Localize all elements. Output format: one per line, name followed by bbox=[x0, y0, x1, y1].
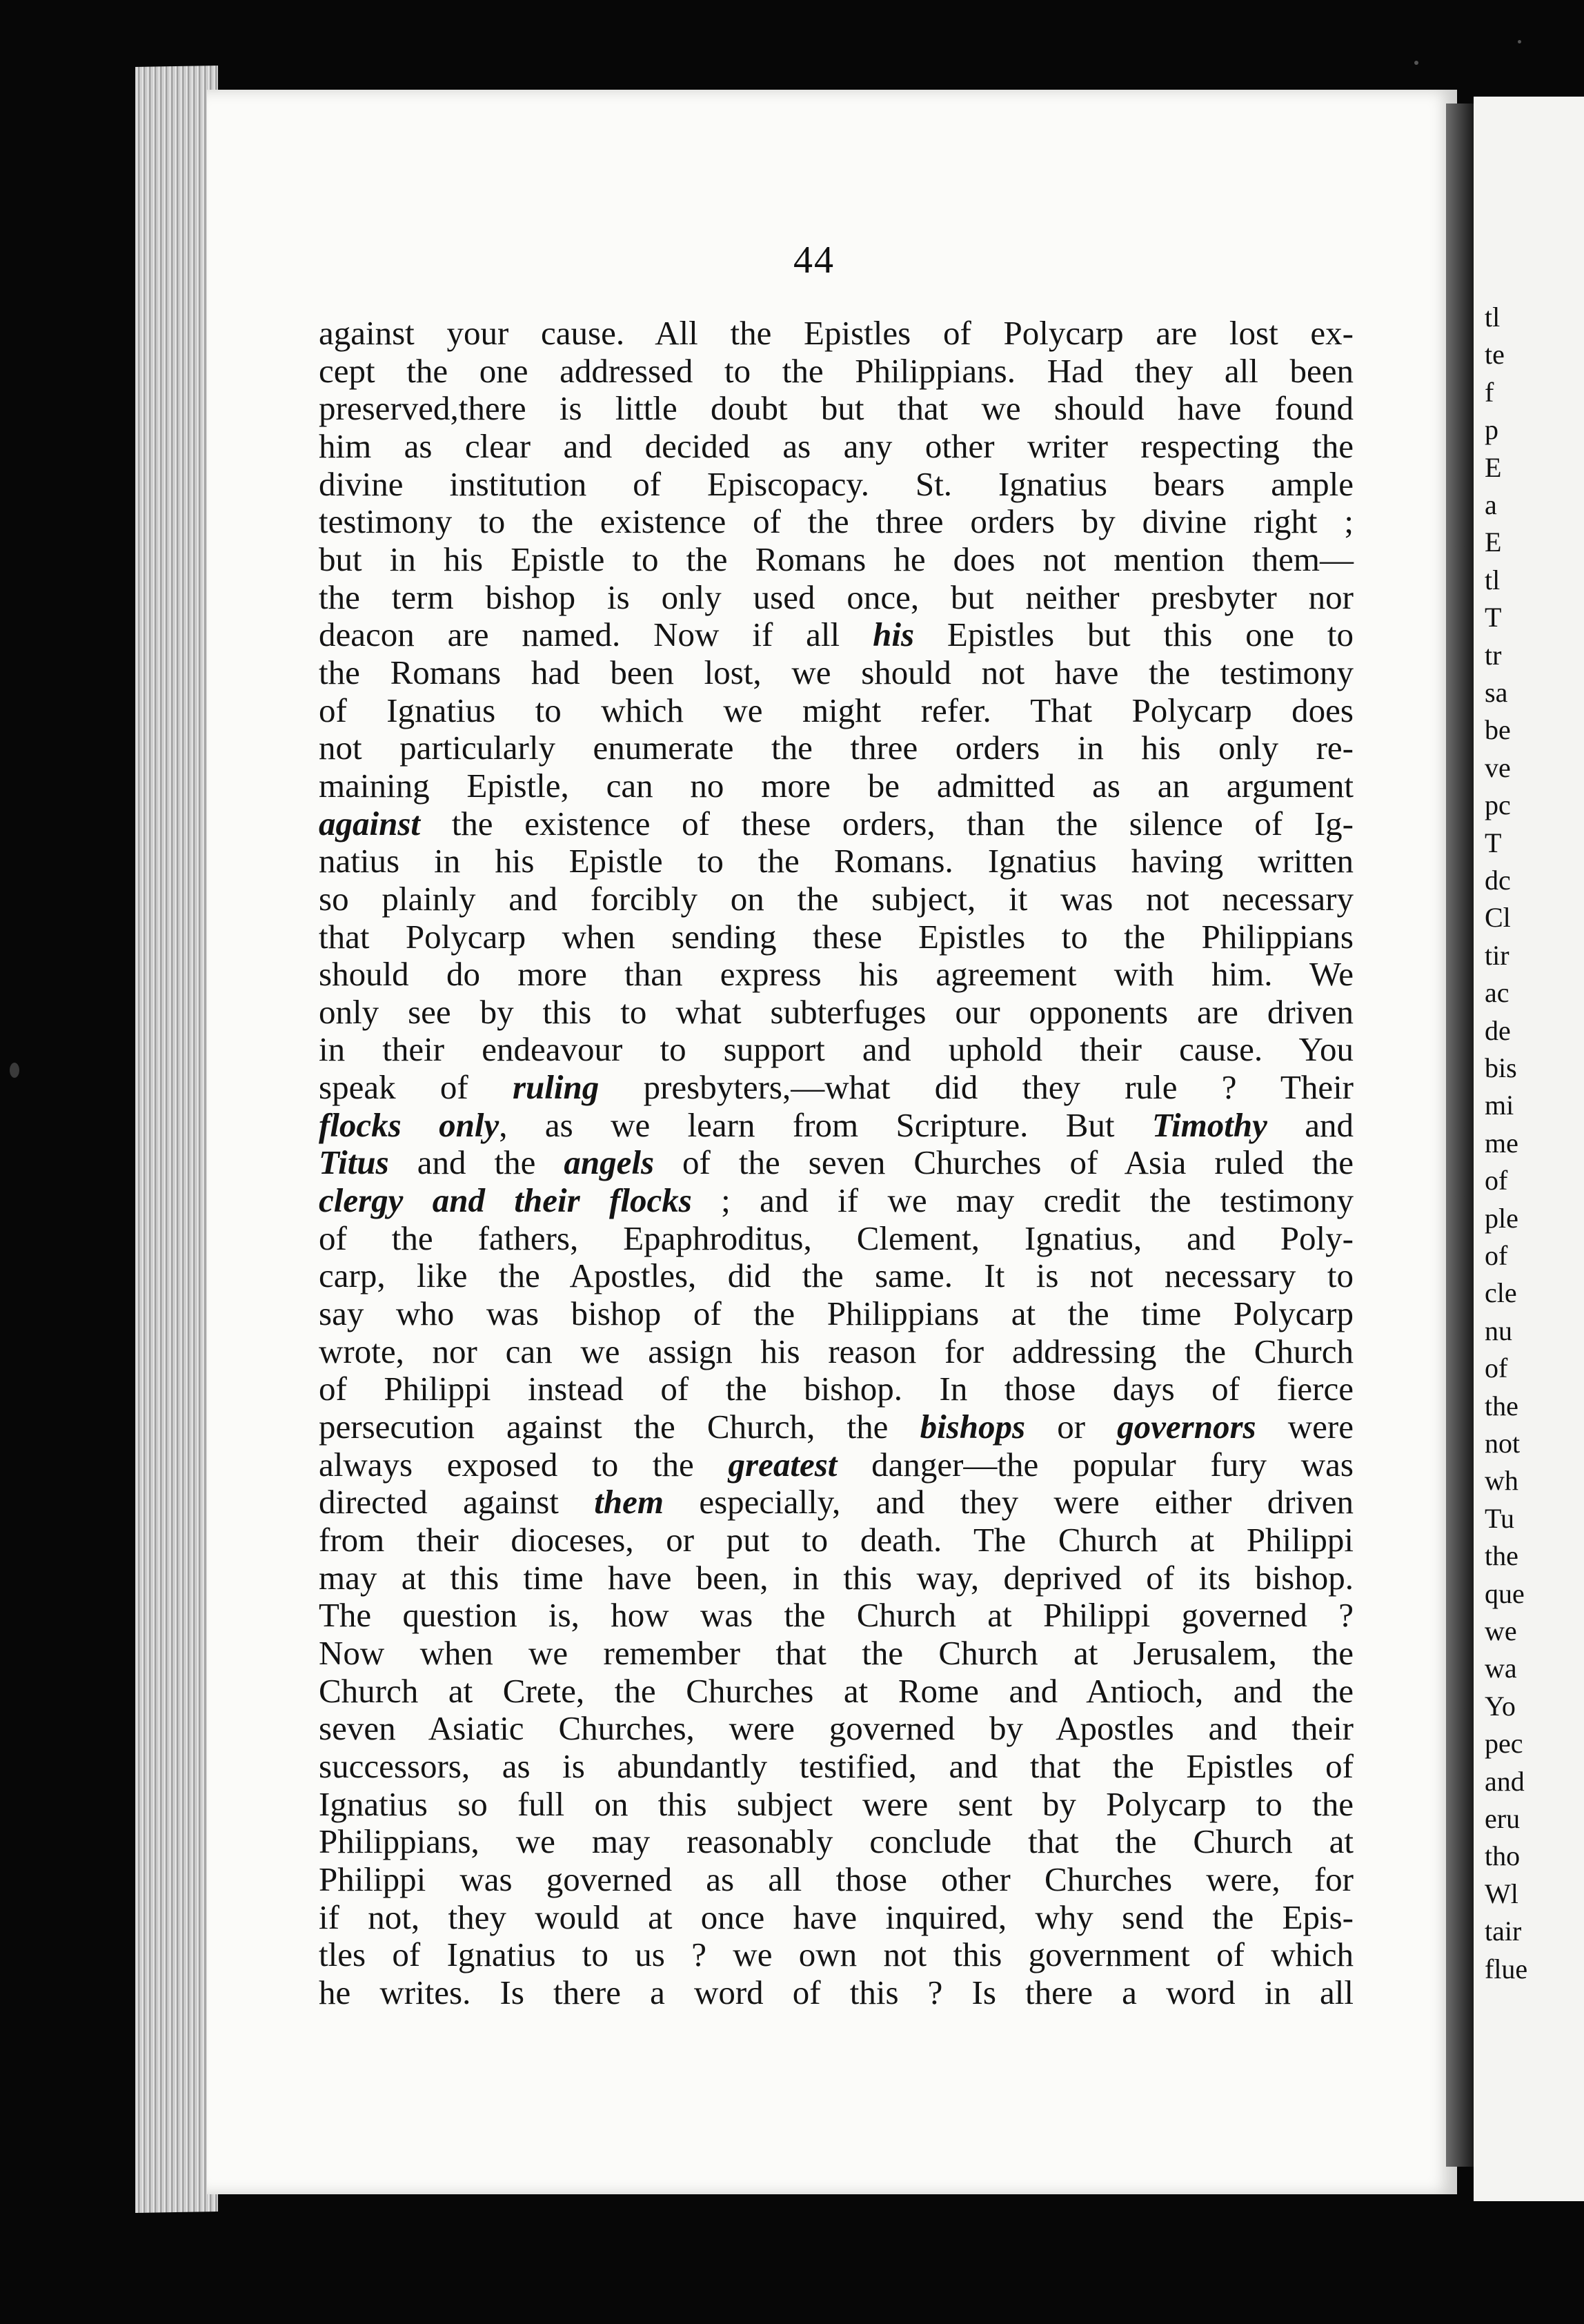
facing-page-word-fragment: E bbox=[1485, 526, 1502, 558]
text-line bbox=[319, 1408, 1354, 1446]
text-line bbox=[319, 1370, 1354, 1408]
text-segment: ; and if we may credit the testimony bbox=[691, 1181, 1354, 1220]
text-segment: that Polycarp when sending these Epistles to the Philippians bbox=[319, 917, 1354, 956]
text-segment: natius in his Epistle to the Romans. Ignatius having written bbox=[319, 842, 1354, 880]
text-line bbox=[319, 1220, 1354, 1258]
text-line bbox=[319, 1446, 1354, 1484]
facing-page-word-fragment: T bbox=[1485, 602, 1502, 633]
text-segment: not particularly enumerate the three orders in his only re- bbox=[319, 729, 1354, 767]
facing-page-word-fragment: the bbox=[1485, 1390, 1518, 1421]
page-number: 44 bbox=[793, 239, 835, 282]
text-line bbox=[319, 1748, 1354, 1786]
text-line bbox=[319, 1673, 1354, 1711]
text-line bbox=[319, 1295, 1354, 1333]
facing-page-word-fragment: T bbox=[1485, 827, 1502, 858]
facing-page-word-fragment: Tu bbox=[1485, 1502, 1515, 1534]
text-line bbox=[319, 1936, 1354, 1974]
text-segment: cept the one addressed to the Philippians. Had they all been bbox=[319, 351, 1354, 390]
text-line bbox=[319, 1333, 1354, 1371]
text-line bbox=[319, 1823, 1354, 1861]
italic-phrase: them bbox=[594, 1483, 664, 1522]
italic-phrase: flocks only bbox=[319, 1105, 499, 1144]
text-line bbox=[319, 428, 1354, 466]
text-line bbox=[319, 1031, 1354, 1069]
text-segment: of the fathers, Epaphroditus, Clement, Ignatius, and Poly- bbox=[319, 1219, 1354, 1257]
text-line bbox=[319, 1974, 1354, 2012]
italic-phrase: ruling bbox=[512, 1068, 600, 1107]
facing-page-word-fragment: Wl bbox=[1485, 1878, 1518, 1909]
italic-phrase: Titus bbox=[319, 1143, 389, 1182]
text-segment: the existence of these orders, than the silence of Ig- bbox=[420, 804, 1354, 843]
text-segment: Now when we remember that the Church at Jerusalem, the bbox=[319, 1633, 1354, 1672]
text-segment: from their dioceses, or put to death. The Church at Philippi bbox=[319, 1521, 1354, 1559]
text-segment: Philippians, we may reasonably conclude that the Church at bbox=[319, 1822, 1354, 1861]
book-gutter bbox=[1446, 104, 1474, 2167]
facing-page-word-fragment: me bbox=[1485, 1127, 1518, 1159]
text-line bbox=[319, 1182, 1354, 1220]
text-line bbox=[319, 1144, 1354, 1182]
text-line bbox=[319, 503, 1354, 541]
text-segment: divine institution of Episcopacy. St. Ignatius bears ample bbox=[319, 464, 1354, 503]
dust-speck bbox=[1414, 61, 1418, 65]
text-line bbox=[319, 579, 1354, 617]
text-line bbox=[319, 994, 1354, 1032]
text-line bbox=[319, 1710, 1354, 1748]
text-segment: preserved,there is little doubt but that we should have found bbox=[319, 389, 1354, 428]
text-line bbox=[319, 692, 1354, 730]
text-line bbox=[319, 541, 1354, 579]
text-segment: Ignatius so full on this subject were sent by Polycarp to the bbox=[319, 1784, 1354, 1823]
facing-page-word-fragment: of bbox=[1485, 1352, 1508, 1384]
facing-page-word-fragment: we bbox=[1485, 1615, 1517, 1646]
facing-page-word-fragment: p bbox=[1485, 414, 1498, 446]
text-segment: of Ignatius to which we might refer. That Polycarp does bbox=[319, 691, 1354, 729]
facing-page-word-fragment: eru bbox=[1485, 1803, 1521, 1834]
facing-page-word-fragment: tair bbox=[1485, 1916, 1522, 1947]
text-line bbox=[319, 1257, 1354, 1295]
text-line bbox=[319, 1069, 1354, 1107]
text-line bbox=[319, 805, 1354, 843]
facing-page-word-fragment: ac bbox=[1485, 977, 1509, 1009]
facing-page-word-fragment: the bbox=[1485, 1540, 1518, 1572]
text-segment: especially, and they were either driven bbox=[663, 1483, 1354, 1522]
italic-phrase: Timothy bbox=[1151, 1105, 1267, 1144]
facing-page-word-fragment: not bbox=[1485, 1428, 1521, 1459]
facing-page-word-fragment: and bbox=[1485, 1765, 1525, 1797]
text-line bbox=[319, 315, 1354, 353]
text-segment: and the bbox=[388, 1143, 564, 1182]
text-line bbox=[319, 466, 1354, 504]
text-segment: testimony to the existence of the three orders by divine right ; bbox=[319, 502, 1354, 541]
text-line bbox=[319, 1522, 1354, 1559]
text-line bbox=[319, 1635, 1354, 1673]
text-segment: The question is, how was the Church at Philippi governed ? bbox=[319, 1596, 1354, 1635]
text-segment: seven Asiatic Churches, were governed by Apostles and their bbox=[319, 1709, 1354, 1748]
facing-page-word-fragment: pc bbox=[1485, 789, 1511, 821]
text-segment: he writes. Is there a word of this ? Is there a word in all bbox=[319, 1973, 1354, 2011]
text-segment: so plainly and forcibly on the subject, it was not necessary bbox=[319, 879, 1354, 918]
facing-page-word-fragment: Yo bbox=[1485, 1690, 1516, 1722]
facing-page-word-fragment: Cl bbox=[1485, 902, 1511, 934]
text-segment: of Philippi instead of the bishop. In those days of fierce bbox=[319, 1370, 1354, 1408]
italic-phrase: clergy and their flocks bbox=[319, 1181, 692, 1220]
text-segment: tles of Ignatius to us ? we own not this government of which bbox=[319, 1936, 1354, 1974]
text-segment: say who was bishop of the Philippians at the time Polycarp bbox=[319, 1294, 1354, 1333]
text-line bbox=[319, 1597, 1354, 1635]
text-segment: always exposed to the bbox=[319, 1445, 729, 1484]
facing-page-word-fragment: flue bbox=[1485, 1953, 1528, 1985]
facing-page-word-fragment: ve bbox=[1485, 751, 1511, 783]
italic-phrase: angels bbox=[564, 1143, 655, 1182]
text-line bbox=[319, 353, 1354, 391]
text-line bbox=[319, 1861, 1354, 1899]
facing-page-word-fragment: tl bbox=[1485, 302, 1501, 333]
facing-page-word-fragment: f bbox=[1485, 376, 1494, 408]
text-segment: carp, like the Apostles, did the same. It is not necessary to bbox=[319, 1257, 1354, 1295]
facing-page-word-fragment: mi bbox=[1485, 1090, 1514, 1121]
facing-page-word-fragment: nu bbox=[1485, 1314, 1512, 1346]
dust-speck bbox=[10, 1063, 19, 1078]
text-segment: speak of bbox=[319, 1068, 513, 1107]
text-segment: presbyters,—what did they rule ? Their bbox=[599, 1068, 1354, 1107]
text-segment: Epistles but this one to bbox=[914, 616, 1354, 654]
text-segment: persecution against the Church, the bbox=[319, 1408, 920, 1446]
text-segment: directed against bbox=[319, 1483, 595, 1522]
text-segment: Church at Crete, the Churches at Rome and Antioch, and the bbox=[319, 1671, 1354, 1710]
text-line bbox=[319, 1484, 1354, 1522]
text-segment: or bbox=[1025, 1408, 1118, 1446]
facing-page-word-fragment: tho bbox=[1485, 1840, 1521, 1872]
text-line bbox=[319, 729, 1354, 767]
text-segment: only see by this to what subterfuges our opponents are driven bbox=[319, 992, 1354, 1031]
text-segment: but in his Epistle to the Romans he does not mention them— bbox=[319, 540, 1354, 578]
dust-speck bbox=[1518, 40, 1521, 43]
text-segment: the Romans had been lost, we should not have the testimony bbox=[319, 653, 1354, 691]
text-segment: danger—the popular fury was bbox=[837, 1445, 1354, 1484]
text-line bbox=[319, 843, 1354, 880]
facing-page-word-fragment: que bbox=[1485, 1577, 1525, 1609]
text-segment: were bbox=[1256, 1408, 1354, 1446]
text-segment: maining Epistle, can no more be admitted as an argument bbox=[319, 766, 1354, 805]
text-line bbox=[319, 1899, 1354, 1937]
facing-page-word-fragment: wa bbox=[1485, 1653, 1517, 1684]
facing-page-word-fragment: tir bbox=[1485, 939, 1509, 971]
facing-page-word-fragment: sa bbox=[1485, 677, 1508, 708]
facing-page-word-fragment: of bbox=[1485, 1165, 1508, 1197]
facing-page-fragment bbox=[1474, 97, 1584, 2201]
text-line bbox=[319, 390, 1354, 428]
book-fore-edge bbox=[135, 66, 218, 2213]
text-line bbox=[319, 1559, 1354, 1597]
facing-page-word-fragment: dc bbox=[1485, 865, 1511, 896]
italic-phrase: greatest bbox=[728, 1445, 838, 1484]
text-segment: of the seven Churches of Asia ruled the bbox=[654, 1143, 1354, 1182]
facing-page-word-fragment: tl bbox=[1485, 564, 1501, 595]
facing-page-word-fragment: be bbox=[1485, 714, 1511, 746]
text-segment: should do more than express his agreement with him. We bbox=[319, 955, 1354, 994]
text-segment: in their endeavour to support and uphold their cause. You bbox=[319, 1030, 1354, 1069]
text-segment: and bbox=[1267, 1105, 1354, 1144]
text-line bbox=[319, 880, 1354, 918]
body-text bbox=[319, 315, 1354, 2012]
text-segment: successors, as is abundantly testified, and that the Epistles of bbox=[319, 1746, 1354, 1785]
text-line bbox=[319, 616, 1354, 654]
facing-page-word-fragment: of bbox=[1485, 1240, 1508, 1271]
facing-page-word-fragment: E bbox=[1485, 451, 1502, 483]
text-segment: the term bishop is only used once, but neither presbyter nor bbox=[319, 578, 1354, 616]
text-segment: wrote, nor can we assign his reason for addressing the Church bbox=[319, 1332, 1354, 1370]
italic-phrase: his bbox=[873, 616, 915, 654]
text-line bbox=[319, 918, 1354, 956]
facing-page-word-fragment: pec bbox=[1485, 1728, 1523, 1760]
italic-phrase: bishops bbox=[920, 1408, 1026, 1446]
italic-phrase: governors bbox=[1117, 1408, 1256, 1446]
text-line bbox=[319, 767, 1354, 805]
facing-page-word-fragment: a bbox=[1485, 489, 1497, 520]
text-segment: , as we learn from Scripture. But bbox=[499, 1105, 1152, 1144]
facing-page-word-fragment: ple bbox=[1485, 1202, 1518, 1234]
facing-page-word-fragment: cle bbox=[1485, 1277, 1517, 1309]
text-line bbox=[319, 1107, 1354, 1145]
italic-phrase: against bbox=[319, 804, 421, 843]
text-segment: Philippi was governed as all those other Churches were, for bbox=[319, 1860, 1354, 1898]
facing-page-word-fragment: bis bbox=[1485, 1052, 1517, 1083]
facing-page-word-fragment: tr bbox=[1485, 639, 1502, 671]
text-line bbox=[319, 654, 1354, 692]
facing-page-word-fragment: de bbox=[1485, 1014, 1511, 1046]
text-segment: him as clear and decided as any other writer respecting the bbox=[319, 426, 1354, 465]
facing-page-word-fragment: te bbox=[1485, 339, 1505, 371]
text-segment: deacon are named. Now if all bbox=[319, 616, 873, 654]
facing-page-word-fragment: wh bbox=[1485, 1465, 1518, 1497]
text-segment: against your cause. All the Epistles of Polycarp are lost ex- bbox=[319, 314, 1354, 352]
text-line bbox=[319, 956, 1354, 994]
text-segment: may at this time have been, in this way, deprived of its bishop. bbox=[319, 1558, 1354, 1597]
text-line bbox=[319, 1786, 1354, 1824]
text-segment: if not, they would at once have inquired, why send the Epis- bbox=[319, 1898, 1354, 1936]
